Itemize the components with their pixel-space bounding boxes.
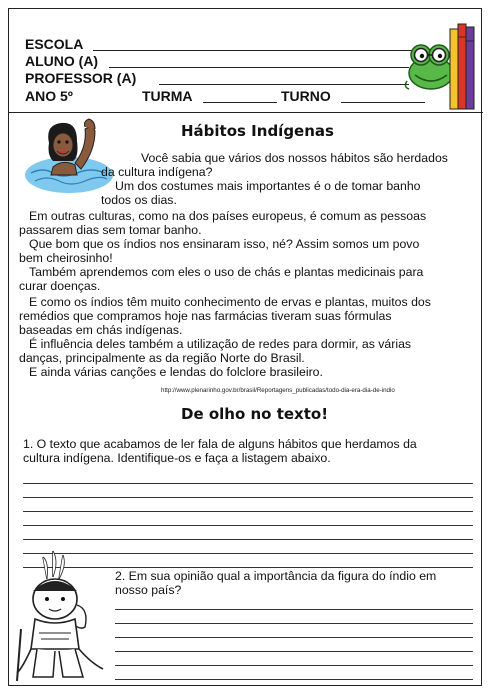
thinking-child-illustration <box>13 549 113 683</box>
text-line-9: Também aprendemos com eles o uso de chás e plantas medicinais para <box>29 265 424 279</box>
turma-field[interactable] <box>203 102 277 103</box>
question-1-line-2: cultura indígena. Identifique-os e faça a listagem abaixo. <box>23 451 331 465</box>
source-url: http://www.plenarinho.gov.br/brasil/Reportagens_publicadas/todo-dia-era-dia-de-indio <box>161 387 395 394</box>
text-line-13: baseadas em chás indígenas. <box>19 323 183 337</box>
student-info-header <box>9 9 483 113</box>
answer-line-2-4[interactable] <box>115 651 473 652</box>
text-line-3: Um dos costumes mais importantes é o de tomar banho <box>115 179 421 193</box>
text-line-4: todos os dias. <box>101 193 177 207</box>
answer-line-2-3[interactable] <box>115 637 473 638</box>
answer-line-1-3[interactable] <box>23 511 473 512</box>
answer-line-1-5[interactable] <box>23 539 473 540</box>
escola-label: ESCOLA <box>25 36 84 52</box>
turno-field[interactable] <box>341 102 425 103</box>
aluno-field[interactable] <box>109 67 409 68</box>
question-1-line-1: 1. O texto que acabamos de ler fala de alguns hábitos que herdamos da <box>23 437 417 451</box>
professor-field[interactable] <box>159 84 409 85</box>
text-line-8: bem cheirosinho! <box>19 251 113 265</box>
aluno-label: ALUNO (A) <box>25 53 99 69</box>
answer-line-1-1[interactable] <box>23 483 473 484</box>
text-line-16: E ainda várias canções e lendas do folclore brasileiro. <box>29 365 323 379</box>
books-icon <box>449 23 475 111</box>
text-line-11: E como os índios têm muito conhecimento de ervas e plantas, muitos dos <box>29 295 431 309</box>
answer-line-2-2[interactable] <box>115 623 473 624</box>
turma-label: TURMA <box>142 88 193 104</box>
text-line-10: curar doenças. <box>19 279 101 293</box>
text-line-1: Você sabia que vários dos nossos hábitos são herdados <box>141 151 448 165</box>
text-line-12: remédios que compramos hoje nas farmácias tiveram suas fórmulas <box>19 309 392 323</box>
worksheet-page <box>8 8 482 686</box>
professor-label: PROFESSOR (A) <box>25 70 137 86</box>
child-bathing-illustration <box>23 117 115 197</box>
answer-line-1-4[interactable] <box>23 525 473 526</box>
answer-line-1-2[interactable] <box>23 497 473 498</box>
question-2-line-1: 2. Em sua opinião qual a importância da figura do índio em <box>115 569 437 583</box>
answer-line-2-5[interactable] <box>115 665 473 666</box>
text-line-2: da cultura indígena? <box>101 165 213 179</box>
section-title: De olho no texto! <box>181 405 329 423</box>
turno-label: TURNO <box>281 88 331 104</box>
text-line-15: danças, principalmente as da região Norte do Brasil. <box>19 351 305 365</box>
page-title: Hábitos Indígenas <box>181 122 334 140</box>
answer-line-2-1[interactable] <box>115 609 473 610</box>
text-line-7: Que bom que os índios nos ensinaram isso, né? Assim somos um povo <box>29 237 420 251</box>
text-line-14: É influência deles também a utilização de redes para dormir, as várias <box>29 337 412 351</box>
question-2-line-2: nosso país? <box>115 583 182 597</box>
answer-line-2-6[interactable] <box>115 679 473 680</box>
ano-label: ANO 5º <box>25 88 73 104</box>
escola-field[interactable] <box>93 50 413 51</box>
text-line-6: passarem dias sem tomar banho. <box>19 223 202 237</box>
text-line-5: Em outras culturas, como na dos países europeus, é comum as pessoas <box>29 209 427 223</box>
